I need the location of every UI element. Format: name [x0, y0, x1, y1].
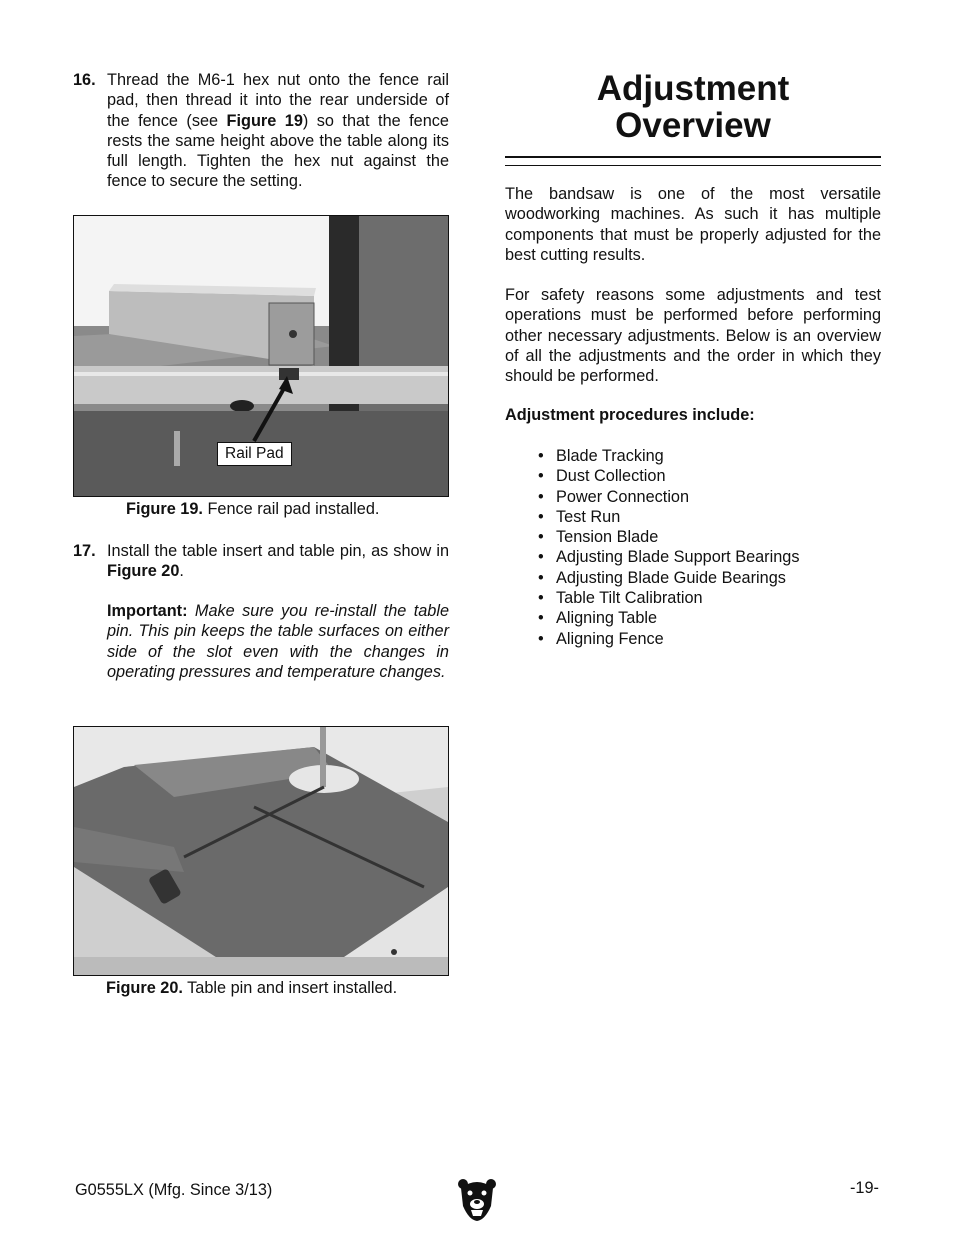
list-item: • Test Run [538, 507, 799, 527]
title-rule-top [505, 156, 881, 158]
important-label: Important: [107, 602, 188, 620]
rail-pad-callout: Rail Pad [217, 442, 292, 466]
title-rule-bottom [505, 165, 881, 166]
important-text: Make sure you re-install the table pin. This pin keeps the table surfaces on either side of the slot even with the changes in operating pressures and temperature changes. [107, 602, 449, 681]
list-item: • Tension Blade [538, 527, 799, 547]
list-item: • Adjusting Blade Support Bearings [538, 547, 799, 567]
figure-label: Figure 19. [126, 500, 203, 518]
figure-19-photo [73, 215, 449, 497]
section-title [505, 70, 881, 144]
caption-text: Fence rail pad installed. [202, 500, 380, 518]
step-number: 17. [73, 542, 96, 560]
footer-model: G0555LX (Mfg. Since 3/13) [75, 1181, 273, 1199]
step-16 [73, 70, 449, 192]
title-line-1: Adjustment [596, 69, 790, 108]
intro-paragraph: The bandsaw is one of the most versatile woodworking machines. As such it has multiple components that must be properly adjusted for the best cutting results. [505, 185, 881, 264]
step-text: . [179, 562, 184, 581]
step-17 [73, 541, 449, 582]
step-text: Install the table insert and table pin, as show in [107, 542, 449, 560]
safety-paragraph: For safety reasons some adjustments and test operations must be performed before performing other necessary adjustments. Below is an overview of all the adjustments and the order in which they should be performed. [505, 286, 881, 386]
step-text: Thread the M6-1 hex nut onto the fence rail pad, then thread it into the rear underside of the fence (see [107, 71, 449, 130]
list-item: • Dust Collection [538, 466, 799, 486]
title-line-2: Overview [615, 106, 771, 145]
figure-20-photo [73, 726, 449, 976]
figure-20-caption [106, 979, 397, 998]
figure-reference: Figure 19 [226, 111, 303, 130]
list-item: • Aligning Fence [538, 629, 799, 649]
list-heading: Adjustment procedures include: [505, 406, 755, 424]
step-text: ) so that the fence rests the same height above the table along its full length. Tighten the hex nut against the fence to secure the setting. [107, 111, 449, 191]
caption-text: Table pin and insert installed. [182, 979, 398, 997]
list-item: • Aligning Table [538, 608, 799, 628]
list-item: • Adjusting Blade Guide Bearings [538, 568, 799, 588]
figure-19-caption [126, 500, 379, 519]
list-item: • Power Connection [538, 487, 799, 507]
list-item: • Table Tilt Calibration [538, 588, 799, 608]
figure-reference: Figure 20 [107, 562, 180, 581]
list-item: • Blade Tracking [538, 446, 799, 466]
step-number: 16. [73, 71, 96, 89]
important-note [107, 601, 449, 682]
adjustment-list [538, 446, 799, 649]
page-number: -19- [850, 1179, 879, 1197]
figure-label: Figure 20. [106, 979, 183, 997]
bear-logo-icon [457, 1176, 497, 1222]
table-insert-photo [74, 727, 448, 975]
